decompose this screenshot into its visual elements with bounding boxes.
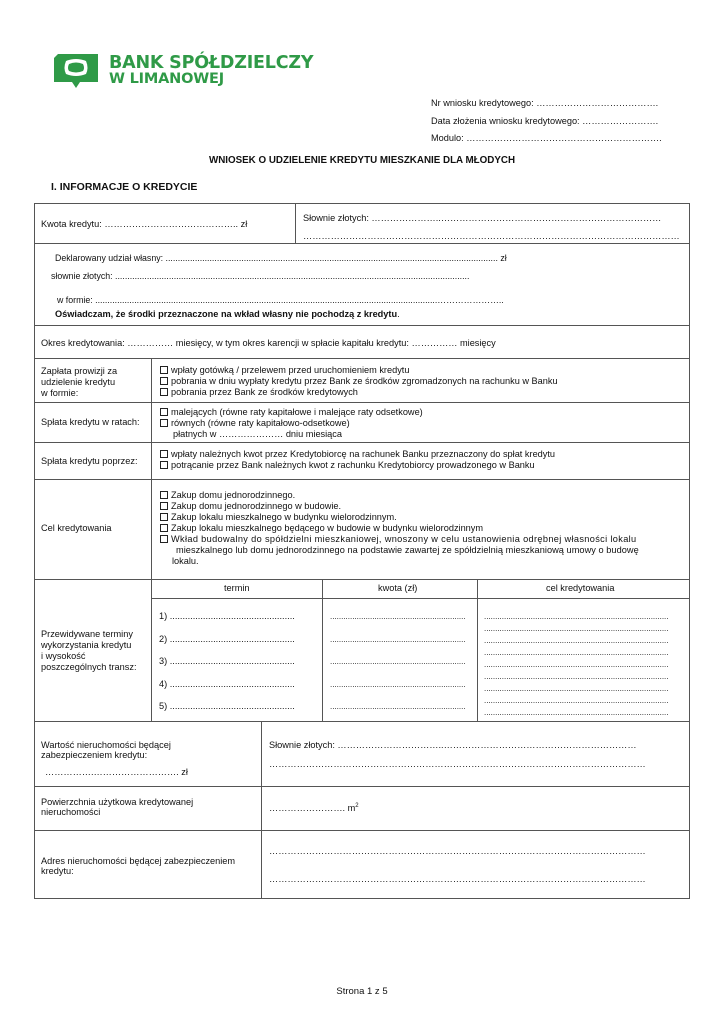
divider [477,579,478,721]
property-address-line2[interactable]: …………………………………………………………………………………………………………… [269,874,646,884]
commission-option-cash[interactable] [160,365,409,376]
modulo-field[interactable]: Modulo: ………………………………………………………. [431,133,662,143]
checkbox[interactable] [160,491,168,499]
tranche-amount-3[interactable]: ............................................................. [330,657,466,666]
commission-option-account[interactable] [160,376,558,387]
tranche-purpose-line[interactable]: ................................................................................... [484,660,669,669]
divider [34,358,690,359]
table-left-border [34,203,35,898]
amount-in-words-field[interactable]: Słownie złotych: …………………..……………………………………………………………… [303,213,662,223]
tranche-purpose-line[interactable]: ................................................................................... [484,684,669,693]
tranche-term-2[interactable]: 2) ................................................. [159,634,295,644]
tranche-term-1[interactable]: 1) ................................................. [159,611,295,621]
divider [34,786,690,787]
tranche-term-4[interactable]: 4) ................................................. [159,679,295,689]
property-value-field[interactable]: …………….………………………. zł [45,767,188,777]
usable-area-value: ……………………. m [269,803,356,814]
repayment-option-deduction[interactable] [160,460,535,471]
divider [151,598,690,599]
purpose-option-house[interactable] [160,490,295,501]
divider [34,830,690,831]
checkbox[interactable] [160,377,168,385]
checkbox[interactable] [160,450,168,458]
divider [295,203,296,243]
commission-label-line2: udzielenie kredytu [41,377,116,387]
checkbox[interactable] [160,502,168,510]
table-bottom-border [34,898,690,899]
checkbox[interactable] [160,388,168,396]
purpose-option-cooperative-line3: lokalu. [172,556,199,566]
divider [34,479,690,480]
option-label: Zakup lokalu mieszkalnego w budynku wielorodzinnym. [171,512,397,522]
application-date-field[interactable]: Data złożenia wniosku kredytowego: ……………………. [431,116,659,126]
property-address-field[interactable]: …………………………………………………………………………………………………………… [269,846,646,856]
option-label: Zakup lokalu mieszkalnego będącego w budowie w budynku wielorodzinnym [171,523,484,533]
tranche-purpose-line[interactable]: ................................................................................... [484,708,669,717]
repayment-label: Spłata kredytu poprzez: [41,456,138,466]
table-right-border [689,203,690,898]
unit-superscript: 2 [355,803,359,809]
area-label-line2: nieruchomości [41,807,101,817]
tranches-label-line3: i wysokość [41,651,86,661]
document-title: WNIOSEK O UDZIELENIE KREDYTU MIESZKANIE DLA MŁODYCH [208,155,516,166]
tranche-term-5[interactable]: 5) ................................................. [159,701,295,711]
address-label-line1: Adres nieruchomości będącej zabezpieczeniem [41,856,236,866]
tranches-label-line1: Przewidywane terminy [41,629,133,639]
tranche-amount-1[interactable]: ............................................................. [330,612,466,621]
option-label: pobrania w dniu wypłaty kredytu przez Bank ze środków zgromadzonych na rachunku w Banku [171,376,558,386]
repayment-option-transfer[interactable] [160,449,555,460]
option-label: pobrania przez Bank ze środków kredytowych [171,387,358,397]
divider [34,721,690,722]
tranche-purpose-line[interactable]: ................................................................................... [484,672,669,681]
tranches-label-line2: wykorzystania kredytu [41,640,132,650]
option-label: potrącanie przez Bank należnych kwot z rachunku Kredytobiorcy prowadzonego w Banku [171,460,535,470]
installments-option-equal[interactable] [160,418,350,429]
tranche-purpose-line[interactable]: ................................................................................... [484,624,669,633]
option-label: wpłaty należnych kwot przez Kredytobiorcę na rachunek Banku przeznaczony do spłat kredytu [171,449,556,459]
own-contribution-form-field[interactable]: w formie: ............................................................................................................................................………………….. [57,295,504,305]
loan-amount-field[interactable]: Kwota kredytu: …………………………………….. zł [41,219,248,229]
commission-label-line1: Zapłata prowizji za [41,366,118,376]
purpose-option-apartment-construction[interactable] [160,523,483,534]
column-header-term: termin [224,583,250,593]
section-title: I. INFORMACJE O KREDYCIE [51,181,198,193]
divider [34,579,690,580]
amount-in-words-line2[interactable]: …………………………………………………………………………………………………………… [303,231,680,241]
payment-day-field[interactable]: płatnych w ………………… dniu miesiąca [173,429,342,439]
option-label: malejących (równe raty kapitałowe i malejące raty odsetkowe) [171,407,423,417]
declaration-period: . [397,309,400,319]
own-contribution-field[interactable]: Deklarowany udział własny: ........................................................................................................................................ zł [55,253,507,263]
tranche-term-3[interactable]: 3) ................................................. [159,656,295,666]
option-label: równych (równe raty kapitałowo-odsetkowe) [171,418,350,428]
commission-option-credit[interactable] [160,387,358,398]
property-value-words-field[interactable]: Słownie złotych: ……………………………..……………………………………………………… [269,740,637,750]
page-number: Strona 1 z 5 [336,986,388,997]
usable-area-field[interactable] [269,803,359,814]
tranche-amount-5[interactable]: ............................................................. [330,702,466,711]
divider [322,579,323,721]
checkbox[interactable] [160,513,168,521]
checkbox[interactable] [160,408,168,416]
checkbox[interactable] [160,535,168,543]
loan-period-field[interactable]: Okres kredytowania: …………… miesięcy, w tym okres karencji w spłacie kapitału kredytu: …………… miesięcy [41,338,496,348]
purpose-label: Cel kredytowania [41,523,112,533]
tranche-amount-2[interactable]: ............................................................. [330,635,466,644]
purpose-option-cooperative[interactable] [160,534,684,545]
address-label-line2: kredytu: [41,866,74,876]
bank-name-line1: BANK SPÓŁDZIELCZY [109,53,314,73]
tranche-purpose-line[interactable]: ................................................................................... [484,612,669,621]
option-label: wpłaty gotówką / przelewem przed uruchomieniem kredytu [171,365,410,375]
option-label: Zakup domu jednorodzinnego w budowie. [171,501,342,511]
tranche-purpose-line[interactable]: ................................................................................... [484,696,669,705]
column-header-amount: kwota (zł) [378,583,418,593]
divider [151,358,152,721]
divider [34,402,690,403]
bank-name-line2: W LIMANOWEJ [109,71,224,87]
area-label-line1: Powierzchnia użytkowa kredytowanej [41,797,194,807]
own-funds-declaration [55,309,400,320]
purpose-option-house-construction[interactable] [160,501,341,512]
installments-label: Spłata kredytu w ratach: [41,417,140,427]
installments-option-decreasing[interactable] [160,407,423,418]
own-contribution-words-field[interactable]: słownie złotych: ................................................................................................................................................. [51,271,470,281]
divider [34,442,690,443]
divider [34,325,690,326]
tranche-amount-4[interactable]: ............................................................. [330,680,466,689]
checkbox[interactable] [160,524,168,532]
checkbox[interactable] [160,419,168,427]
column-header-purpose: cel kredytowania [546,583,615,593]
divider [261,721,262,898]
property-value-words-line2[interactable]: …………………………………………………………………………………………………………… [269,759,646,769]
bank-logo-icon [52,52,100,88]
tranches-label-line4: poszczególnych transz: [41,662,137,672]
application-number-field[interactable]: Nr wniosku kredytowego: …………………………………. [431,98,659,108]
property-value-label-line2: zabezpieczeniem kredytu: [41,750,148,760]
option-label: Zakup domu jednorodzinnego. [171,490,296,500]
declaration-text: Oświadczam, że środki przeznaczone na wkład własny nie pochodzą z kredytu [55,309,398,319]
option-label: Wkład budowalny do spółdzielni mieszkaniowej, wnoszony w celu ustanowienia odrębnej własności lokalu [171,534,637,544]
commission-label-line3: w formie: [41,388,79,398]
purpose-option-cooperative-line2: mieszkalnego lub domu jednorodzinnego na podstawie zawartej ze spółdzielnią mieszkaniową umowy o budowę [176,545,639,555]
checkbox[interactable] [160,461,168,469]
purpose-option-apartment[interactable] [160,512,397,523]
divider [34,243,690,244]
tranche-purpose-line[interactable]: ................................................................................... [484,636,669,645]
checkbox[interactable] [160,366,168,374]
property-value-label-line1: Wartość nieruchomości będącej [41,740,171,750]
table-top-border [34,203,690,204]
tranche-purpose-line[interactable]: ................................................................................... [484,648,669,657]
